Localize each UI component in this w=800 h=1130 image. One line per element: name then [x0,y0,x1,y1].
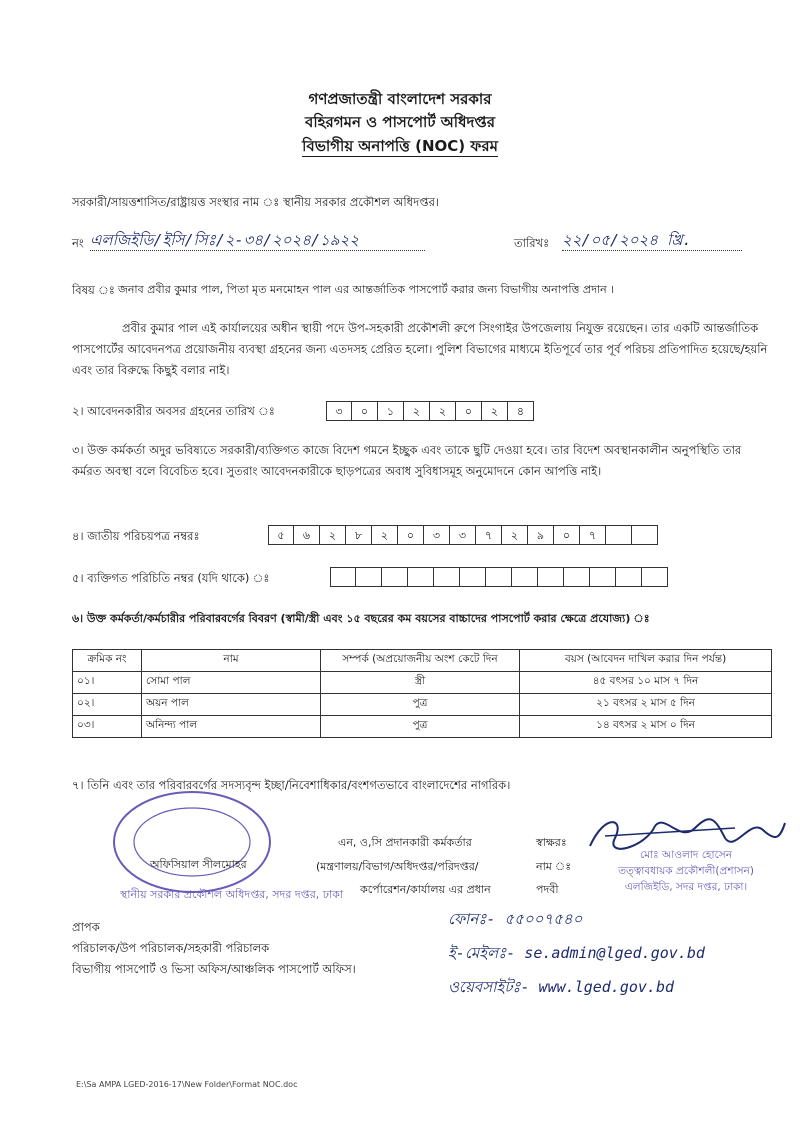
digit-box: ৫ [268,525,294,545]
digit-box: ০ [456,401,482,421]
contact-website: ওয়েবসাইটঃ- www.lged.gov.bd [448,978,675,996]
digit-box [512,567,538,587]
designation-label: পদবী [536,883,559,896]
organization-line: সরকারী/সায়ত্তশাসিত/রাষ্ট্রায়ত্ত সংস্থার নাম ঃ স্থানীয় সরকার প্রকৌশল অধিদপ্তর। [72,195,440,209]
digit-box: ১ [378,401,404,421]
digit-box: ৪ [508,401,534,421]
memo-no-label: নং [72,236,84,250]
col-relation: সম্পর্ক (অপ্রয়োজনীয় অংশ কেটে দিন [321,650,520,672]
digit-box [564,567,590,587]
retirement-date-label: ২। আবেদনকারীর অবসর গ্রহনের তারিখ ঃ [72,404,275,418]
col-age: বয়স (আবেদন দাখিল করার দিন পর্যন্ত) [520,650,772,672]
name-label: নাম ঃ [536,860,572,873]
contact-phone: ফোনঃ- ৫৫০০৭৫৪০ [448,910,583,928]
col-name: নাম [142,650,321,672]
digit-box: ২ [320,525,346,545]
table-row [73,716,772,738]
officer-name: মোঃ আওলাদ হোসেন [639,849,732,861]
signatory-line-3: কর্পোরেশন/কার্যালয় এর প্রধান [360,883,491,896]
body-paragraph: প্রবীর কুমার পাল এই কার্যালয়ের অধীন স্থায়ী পদে উপ-সহকারী প্রকৌশলী রুপে সিংগাইর উপজেলায় নিযুক্ত রয়েছেন। তার একটি আন্তর্জাতিক পাসপোর্টের আবেদনপত্র প্রয়োজনীয় ব্যবস্থা গ্রহনের জন্য এতদসহ প্রেরিত হলো। পুলিশ বিভাগের মাধ্যমে ইতিপূর্বে তার পূর্ব পরিচয় প্রতিপাদিত হয়েছে/হয়নি এবং তার বিরুদ্ধে কিছুই বলার নাই। [72,321,768,377]
signatory-line-1: এন, ও,সি প্রদানকারী কর্মকর্তার [338,836,472,849]
seal-ring-text: স্থানীয় সরকার প্রকৌশল অধিদপ্তর, সদর দপ্তর, ঢাকা [120,888,344,901]
cell-name: অনিন্দ্য পাল [142,716,321,738]
digit-box: ২ [502,525,528,545]
digit-box: ৭ [476,525,502,545]
nid-label: ৪। জাতীয় পরিচয়পত্র নম্বরঃ [72,529,200,543]
digit-box [538,567,564,587]
retirement-date-boxes [326,401,534,421]
recipient-line-2: বিভাগীয় পাসপোর্ট ও ভিসা অফিস/আঞ্চলিক পাসপোর্ট অফিস। [72,962,356,976]
digit-box [642,567,668,587]
memo-no-value: এলজিইডি/ইসি/সিঃ/২-৩৪/২০২৪/১৯২২ [90,230,425,251]
table-row [73,672,772,694]
digit-box [606,525,632,545]
contact-email: ই-মেইলঃ- se.admin@lged.gov.bd [448,944,705,962]
digit-box: ০ [554,525,580,545]
digit-box: ৯ [528,525,554,545]
digit-box [590,567,616,587]
digit-box: ২ [372,525,398,545]
seal-label: অফিসিয়াল সীলমোহর [150,858,247,871]
digit-box [632,525,658,545]
digit-box: ০ [398,525,424,545]
digit-box: ০ [352,401,378,421]
file-path: E:\Sa AMPA LGED-2016-17\New Folder\Format NOC.doc [76,1080,298,1089]
form-title-text: বিভাগীয় অনাপত্তি (NOC) ফরম [302,137,498,155]
header-line-2: বহিরগমন ও পাসপোর্ট অধিদপ্তর [305,113,495,131]
cell-name: সোমা পাল [142,672,321,694]
digit-box: ৬ [294,525,320,545]
recipient-line-1: পরিচালক/উপ পরিচালক/সহকারী পরিচালক [72,941,270,955]
form-title [0,135,800,160]
digit-box: ৩ [326,401,352,421]
digit-box [356,567,382,587]
cell-name: অয়ন পাল [142,694,321,716]
table-row [73,694,772,716]
nid-boxes [268,525,658,545]
official-seal [110,790,275,895]
subject-text: জনাব প্রবীর কুমার পাল, পিতা মৃত মনমোহন পাল এর আন্তর্জাতিক পাসপোর্ট করার জন্য বিভাগীয় অনাপত্তি প্রদান । [118,283,615,296]
cell-relation: পুত্র [321,716,520,738]
digit-box: ৮ [346,525,372,545]
personal-id-label: ৫। ব্যক্তিগত পরিচিতি নম্বর (যদি থাকে) ঃ [72,571,270,585]
digit-box [616,567,642,587]
recipient-title: প্রাপক [72,920,100,934]
cell-serial: ০১। [73,672,142,694]
officer-org: এলজিইডি, সদর দপ্তর, ঢাকা। [624,881,748,893]
col-serial: ক্রমিক নং [73,650,142,672]
cell-relation: স্ত্রী [321,672,520,694]
digit-box [460,567,486,587]
signature-label: স্বাক্ষরঃ [536,836,567,849]
personal-id-boxes [330,567,668,587]
officer-title: তত্ত্বাবধায়ক প্রকৌশলী(প্রশাসন) [618,865,754,877]
signatory-line-2: (মন্ত্রণালয়/বিভাগ/অধিদপ্তর/পরিদপ্তর/ [316,860,479,873]
cell-age: ৪৫ বৎসর ১০ মাস ৭ দিন [520,672,772,694]
digit-box: ৩ [450,525,476,545]
family-table [72,649,772,738]
digit-box [382,567,408,587]
table-header-row [73,650,772,672]
digit-box [434,567,460,587]
leave-paragraph: ৩। উক্ত কর্মকর্তা অদুর ভবিষ্যতে সরকারী/ব্যক্তিগত কাজে বিদেশ গমনে ইচ্ছুক এবং তাকে ছুটি দেওয়া হবে। তার বিদেশ অবস্থানকালীন অনুপস্থিতি তার কর্মরত অবস্থা বলে বিবেচিত হবে। সুতরাং আবেদনকারীকে ছাড়পত্রের অবাধ সুবিধাসমূহ অনুমোদনে কোন আপত্তি নাই। [72,443,742,478]
seal-icon [110,790,275,895]
cell-relation: পুত্র [321,694,520,716]
date-value: ২২/০৫/২০২৪ খ্রি. [562,230,742,251]
digit-box: ২ [482,401,508,421]
officer-stamp [586,847,786,895]
header-line-1: গণপ্রজাতন্ত্রী বাংলাদেশ সরকার [308,90,492,108]
cell-serial: ০৩। [73,716,142,738]
digit-box [330,567,356,587]
digit-box [486,567,512,587]
date-label: তারিখঃ [514,236,550,250]
cell-age: ২১ বৎসর ২ মাস ৫ দিন [520,694,772,716]
digit-box [408,567,434,587]
family-details-label: ৬। উক্ত কর্মকর্তা/কর্মচারীর পরিবারবর্গের বিবরণ (স্বামী/স্ত্রী এবং ১৫ বছরের কম বয়সের বাচ্চাদের পাসপোর্ট করার ক্ষেত্রে প্রযোজ্য) ঃ [72,612,650,625]
digit-box: ২ [430,401,456,421]
citizenship-line: ৭। তিনি এবং তার পরিবারবর্গের সদস্যবৃন্দ ইচ্ছা/নিবেশাধিকার/বংশগতভাবে বাংলাদেশের নাগরিক। [72,778,511,792]
digit-box: ২ [404,401,430,421]
digit-box: ৭ [580,525,606,545]
subject-label: বিষয় ঃ [72,283,115,297]
cell-serial: ০২। [73,694,142,716]
digit-box: ৩ [424,525,450,545]
cell-age: ১৪ বৎসর ২ মাস ০ দিন [520,716,772,738]
